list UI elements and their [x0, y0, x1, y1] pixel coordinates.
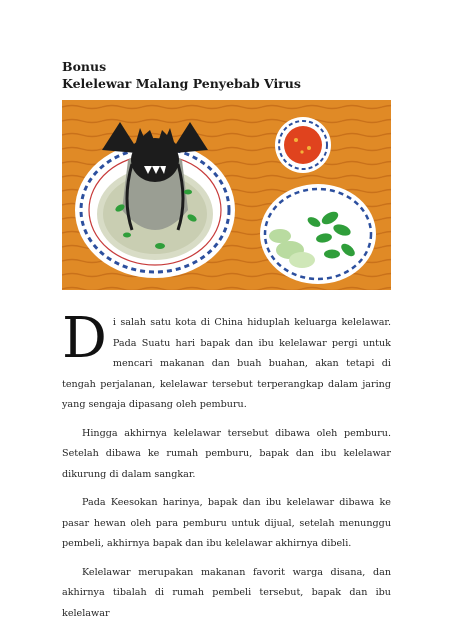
- bonus-label: Bonus: [62, 59, 107, 74]
- paragraph-2: Hingga akhirnya kelelawar tersebut dibawa oleh pemburu. Setelah dibawa ke rumah pemburu, bapak dan ibu kelelawar dikurung di dalam sangkar.: [62, 427, 391, 480]
- header: [62, 58, 391, 92]
- drop-cap: D: [62, 306, 107, 371]
- chili-sauce-bowl: [275, 117, 331, 173]
- side-dish-plate: [260, 184, 376, 284]
- paragraph-4: Kelelawar merupakan makanan favorit warga disana, dan akhirnya tibalah di rumah pembeli tersebut, bapak dan ibu kelelawar: [62, 566, 391, 619]
- paragraph-1: [62, 306, 391, 416]
- paragraph-3: Pada Keesokan harinya, bapak dan ibu kelelawar dibawa ke pasar hewan oleh para pemburu untuk dijual, setelah menunggu pembeli, akhirnya bapak dan ibu kelelawar akhirnya dibeli.: [62, 497, 391, 549]
- story-title: Kelelewar Malang Penyebab Virus: [62, 76, 301, 91]
- paragraph-1-text: i salah satu kota di China hiduplah keluarga kelelawar. Pada Suatu hari bapak dan ibu kelelawar pergi untuk mencari makanan dan buah buahan, akan tetapi di tengah perjalanan, kelelawar tersebut terperangkap dalam jaring yang sengaja dipasang oleh pemburu.: [62, 317, 391, 410]
- bat-soup-illustration: [62, 100, 391, 290]
- story-body: [62, 306, 391, 632]
